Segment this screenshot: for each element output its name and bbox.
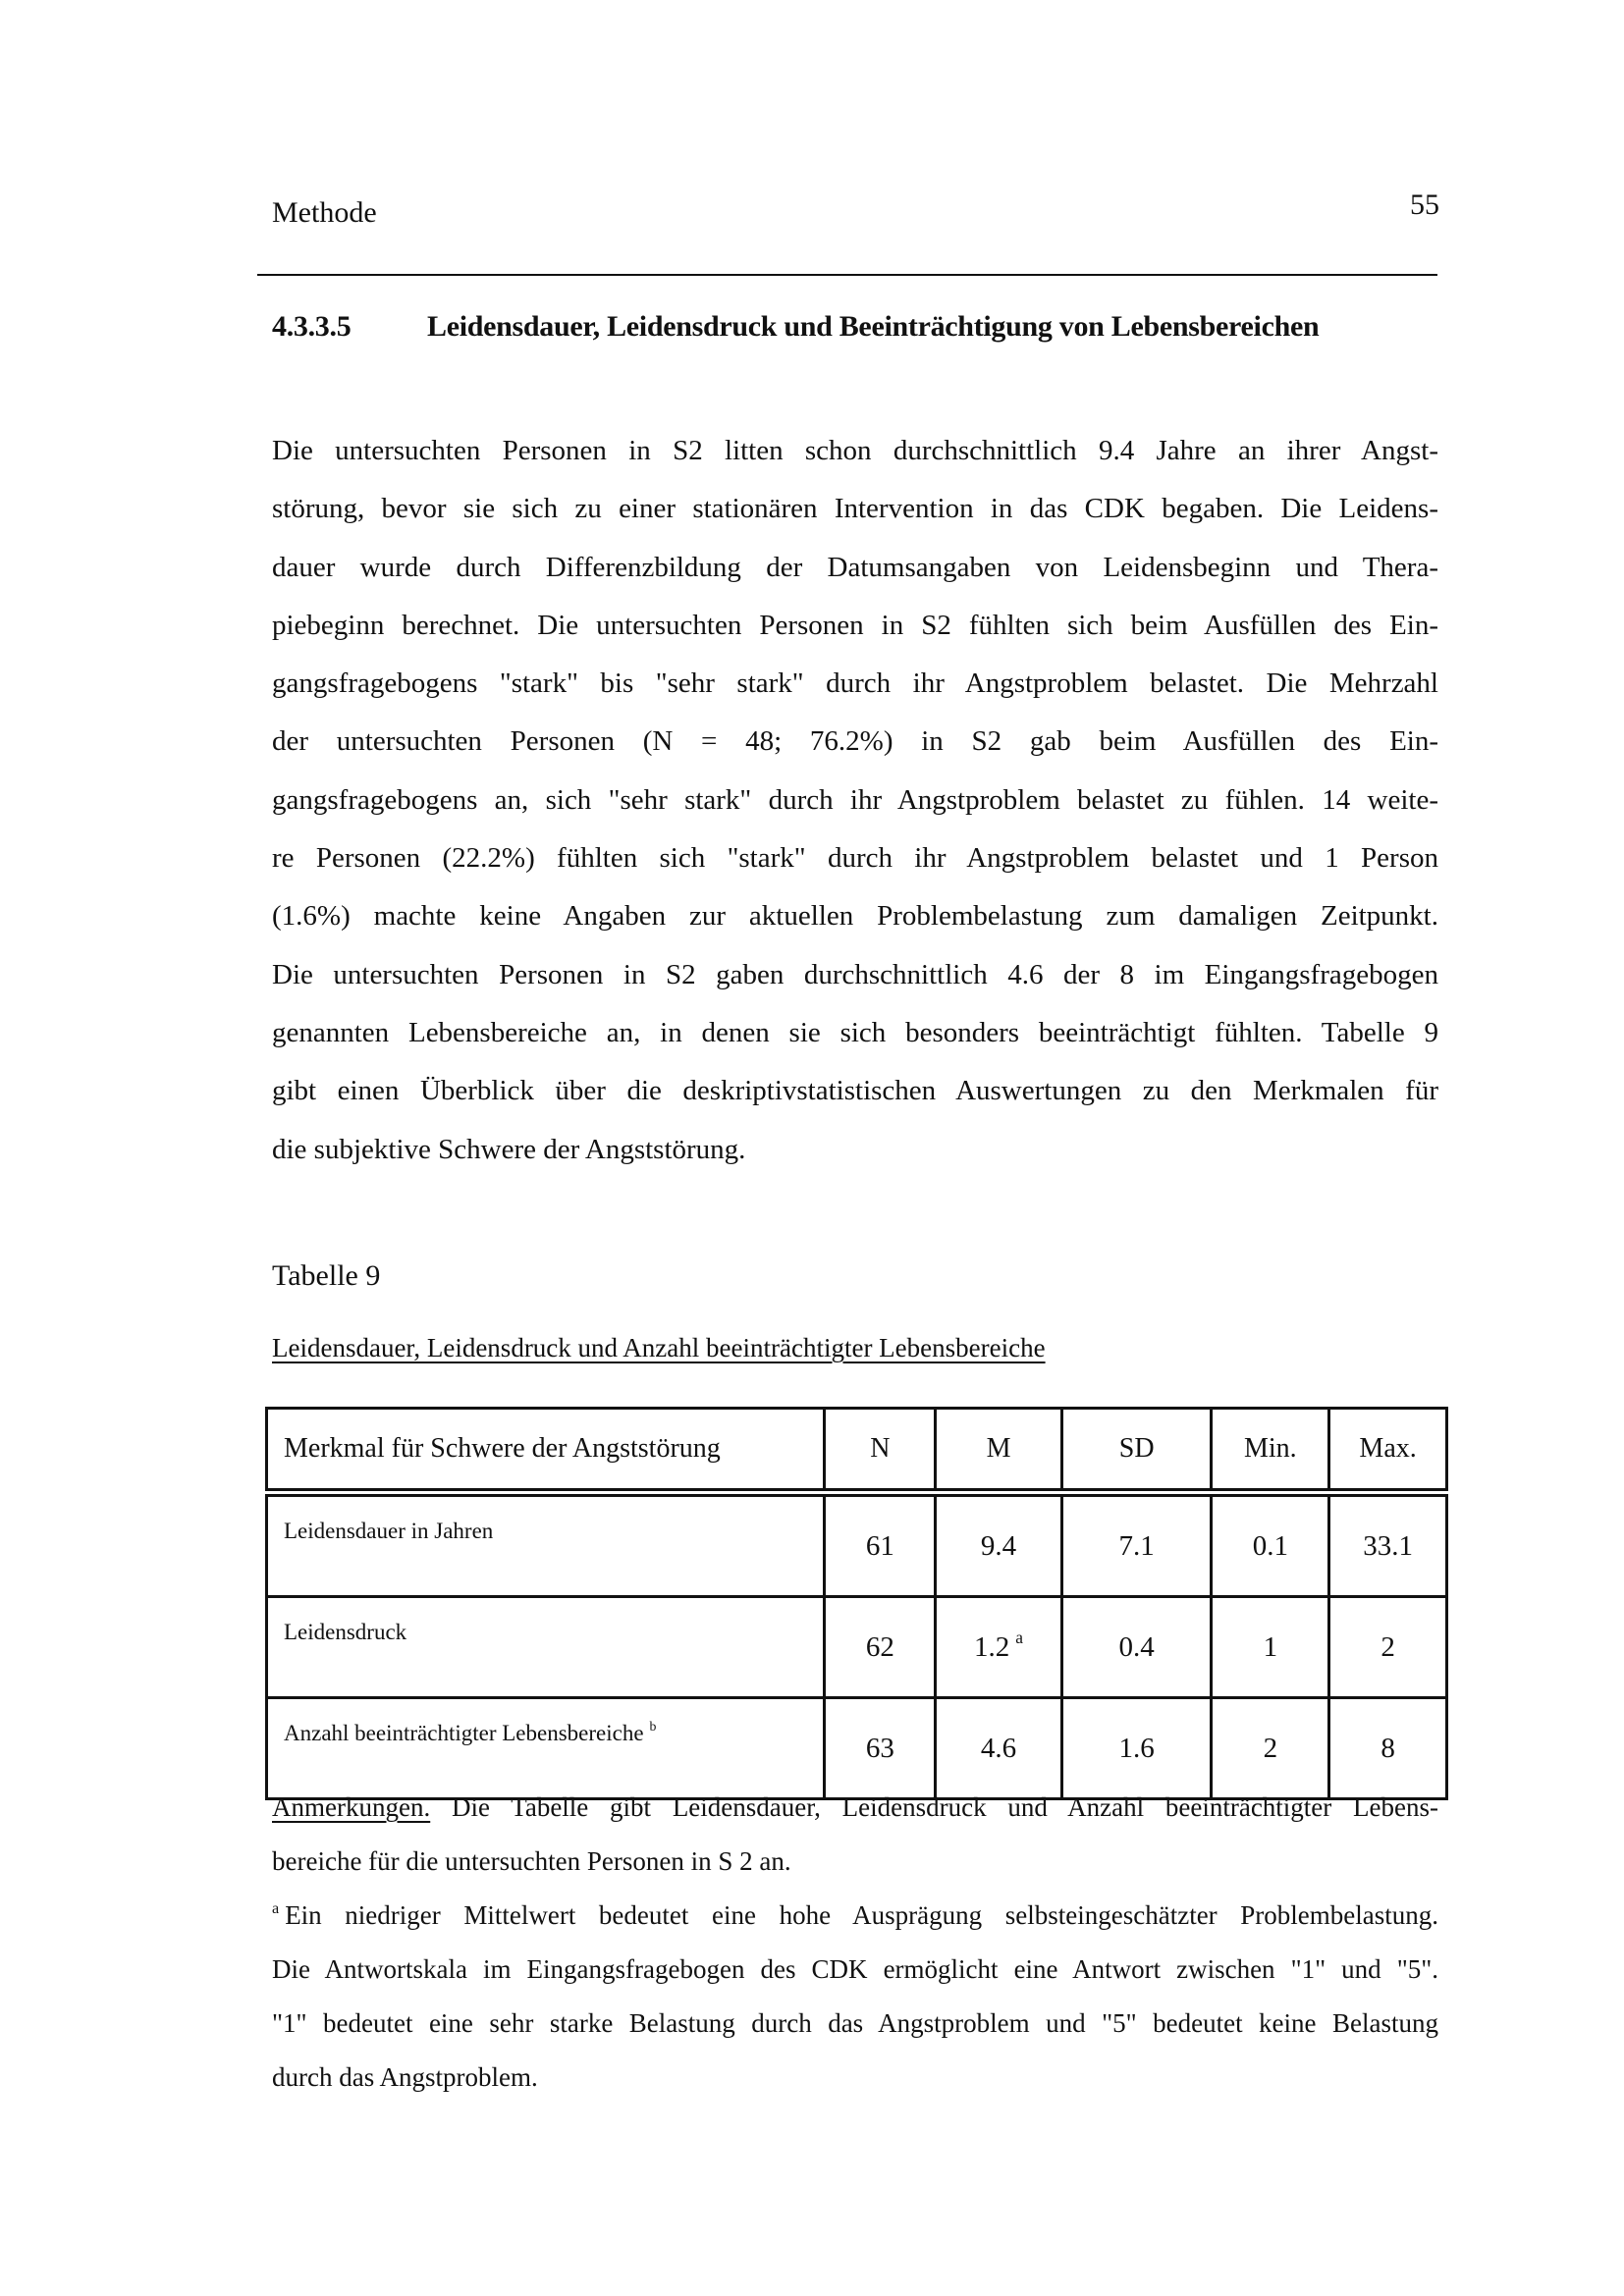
row-label: Leidensdruck [267,1597,825,1698]
cell-sd: 7.1 [1061,1493,1212,1597]
footnote-a-line: "1" bedeutet eine sehr starke Belastung durch das Angstproblem und "5" bedeutet keine Belastung [272,2008,1438,2038]
section-title: Leidensdauer, Leidensdruck und Beeinträchtigung von Lebensbereichen [427,310,1320,343]
paragraph-line: re Personen (22.2%) fühlten sich "stark" durch ihr Angstproblem belastet und 1 Person [272,842,1438,875]
cell-n: 62 [825,1597,936,1698]
paragraph-line: Die untersuchten Personen in S2 gaben durchschnittlich 4.6 der 8 im Eingangsfragebogen [272,958,1438,990]
paragraph-line: gibt einen Überblick über die deskriptivstatistischen Auswertungen zu den Merkmalen für [272,1075,1438,1107]
footnote-a-line: $^a$ Ein niedriger Mittelwert bedeutet eine hohe Ausprägung selbsteingeschätzter Problembelastung. [272,1898,1438,1930]
footnote-marker-a: a [1015,1628,1024,1648]
paragraph-line: gangsfragebogens an, sich "sehr stark" durch ihr Angstproblem belastet zu fühlen. 14 weite- [272,783,1438,816]
notes-heading: Anmerkungen. [272,1792,431,1822]
notes-line: Anmerkungen. Die Tabelle gibt Leidensdauer, Leidensdruck und Anzahl beeinträchtigter Lebens- [272,1792,1438,1822]
table-row [267,1493,1447,1597]
paragraph-line: die subjektive Schwere der Angststörung. [272,1133,746,1165]
footnote-marker-b: b [649,1719,657,1735]
cell-max: 33.1 [1329,1493,1447,1597]
notes-line: bereiche für die untersuchten Personen in S 2 an. [272,1846,791,1876]
table-notes [272,1781,1438,2105]
cell-n: 61 [825,1493,936,1597]
paragraph-line: Die untersuchten Personen in S2 litten schon durchschnittlich 9.4 Jahre an ihrer Angst- [272,435,1438,466]
cell-max: 8 [1329,1698,1447,1799]
cell-min: 1 [1212,1597,1329,1698]
header-rule [257,274,1437,276]
table-label: Tabelle 9 [272,1259,381,1292]
paragraph-line: der untersuchten Personen (N = 48; 76.2%) in S2 gab beim Ausfüllen des Ein- [272,725,1438,758]
running-head: Methode [272,196,377,229]
column-header-m: M [936,1409,1062,1493]
cell-m: 4.6 [936,1698,1062,1799]
cell-min: 0.1 [1212,1493,1329,1597]
paragraph-line: dauer wurde durch Differenzbildung der Datumsangaben von Leidensbeginn und Thera- [272,551,1438,583]
paragraph-line: (1.6%) machte keine Angaben zur aktuellen Problembelastung zum damaligen Zeitpunkt. [272,900,1438,933]
paragraph-line: gangsfragebogens "stark" bis "sehr stark" durch ihr Angstproblem belastet. Die Mehrzahl [272,667,1438,700]
column-header-merkmal: Merkmal für Schwere der Angststörung [267,1409,825,1493]
column-header-sd: SD [1061,1409,1212,1493]
cell-m: 1.2 $^a$ [936,1597,1062,1698]
column-header-max: Max. [1329,1409,1447,1493]
paragraph-line: piebeginn berechnet. Die untersuchten Personen in S2 fühlten sich beim Ausfüllen des Ein- [272,609,1438,641]
table-caption: Leidensdauer, Leidensdruck und Anzahl beeinträchtigter Lebensbereiche [272,1333,1046,1362]
footnote-a-line: durch das Angstproblem. [272,2062,538,2092]
page-number: 55 [1410,188,1439,221]
cell-sd: 1.6 [1061,1698,1212,1799]
body-paragraph [272,422,1438,1179]
column-header-min: Min. [1212,1409,1329,1493]
footnote-a-marker: a [272,1898,280,1917]
footnote-a-line: Die Antwortskala im Eingangsfragebogen des CDK ermöglicht eine Antwort zwischen "1" und "5". [272,1954,1438,1984]
column-header-n: N [825,1409,936,1493]
cell-min: 2 [1212,1698,1329,1799]
row-label: Leidensdauer in Jahren [267,1493,825,1597]
paragraph-line: störung, bevor sie sich zu einer stationären Intervention in das CDK begaben. Die Leidens- [272,493,1438,525]
statistics-table [265,1407,1448,1800]
cell-m: 9.4 [936,1493,1062,1597]
cell-n: 63 [825,1698,936,1799]
row-label: Anzahl beeinträchtigter Lebensbereiche $^b$ [267,1698,825,1799]
cell-max: 2 [1329,1597,1447,1698]
cell-sd: 0.4 [1061,1597,1212,1698]
section-heading [272,310,1445,344]
paragraph-line: genannten Lebensbereiche an, in denen sie sich besonders beeinträchtigt fühlten. Tabelle 9 [272,1016,1438,1048]
section-number: 4.3.3.5 [272,310,352,343]
table-header-row [267,1409,1447,1493]
table-row [267,1597,1447,1698]
